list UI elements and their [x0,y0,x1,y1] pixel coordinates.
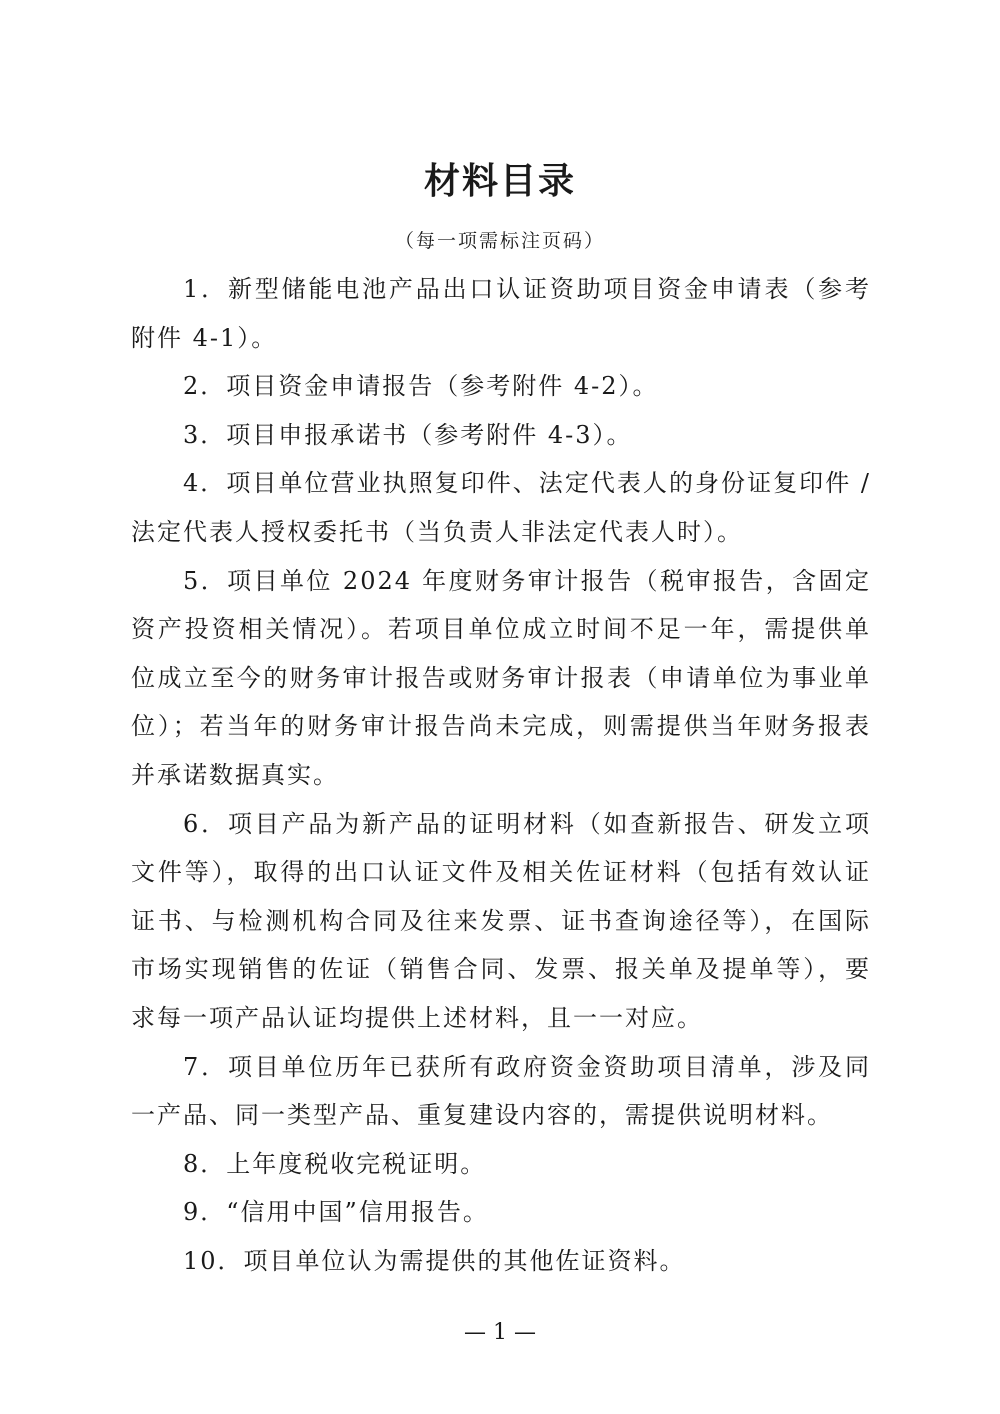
list-item [131,362,871,411]
item-number: 2． [183,372,227,401]
item-text: 项目产品为新产品的证明材料（如查新报告、研发立项文件等），取得的出口认证文件及相关佐证材料（包括有效认证证书、与检测机构合同及往来发票、证书查询途径等），在国际市场实现销售的佐证（销售合同、发票、报关单及提单等），要求每一项产品认证均提供上述材料，且一一对应。 [131,809,871,1032]
item-text: 上年度税收完税证明。 [226,1149,487,1178]
item-number: 8． [183,1149,227,1178]
item-number: 9． [183,1198,227,1227]
item-text: 项目申报承诺书（参考附件 4-3）。 [226,420,633,449]
list-item [131,411,871,460]
list-item [131,265,871,362]
item-text: 项目单位历年已获所有政府资金资助项目清单，涉及同一产品、同一类型产品、重复建设内容的，需提供说明材料。 [131,1052,871,1130]
item-number: 1． [183,275,228,303]
list-item [131,1188,871,1237]
item-text: 项目单位营业执照复印件、法定代表人的身份证复印件 / 法定代表人授权委托书（当负责人非法定代表人时）。 [131,469,871,546]
item-number: 3． [183,420,227,449]
item-number: 6． [183,809,228,838]
page-title: 材料目录 [423,161,576,202]
item-number: 7． [183,1052,228,1081]
page-subtitle: （每一项需标注页码） [394,230,605,252]
materials-list [131,265,871,1285]
item-number: 4． [183,469,227,498]
list-item [131,800,871,1043]
list-item [131,1043,871,1140]
list-item [131,459,871,556]
item-text: 项目资金申请报告（参考附件 4-2）。 [226,372,659,401]
page-number: — 1 — [464,1320,536,1345]
item-text: 新型储能电池产品出口认证资助项目资金申请表（参考附件 4-1）。 [131,275,871,352]
item-number: 5． [183,566,228,595]
item-text: 项目单位 2024 年度财务审计报告（税审报告，含固定资产投资相关情况）。若项目单位成立时间不足一年，需提供单位成立至今的财务审计报告或财务审计报表（申请单位为事业单位）；若当年的财务审计报告尚未完成，则需提供当年财务报表并承诺数据真实。 [131,566,871,789]
list-item [131,1237,871,1286]
item-number: 10． [183,1246,244,1275]
list-item [131,1140,871,1189]
item-text: 项目单位认为需提供的其他佐证资料。 [243,1246,686,1275]
list-item [131,557,871,800]
item-text: “信用中国”信用报告。 [226,1198,489,1227]
